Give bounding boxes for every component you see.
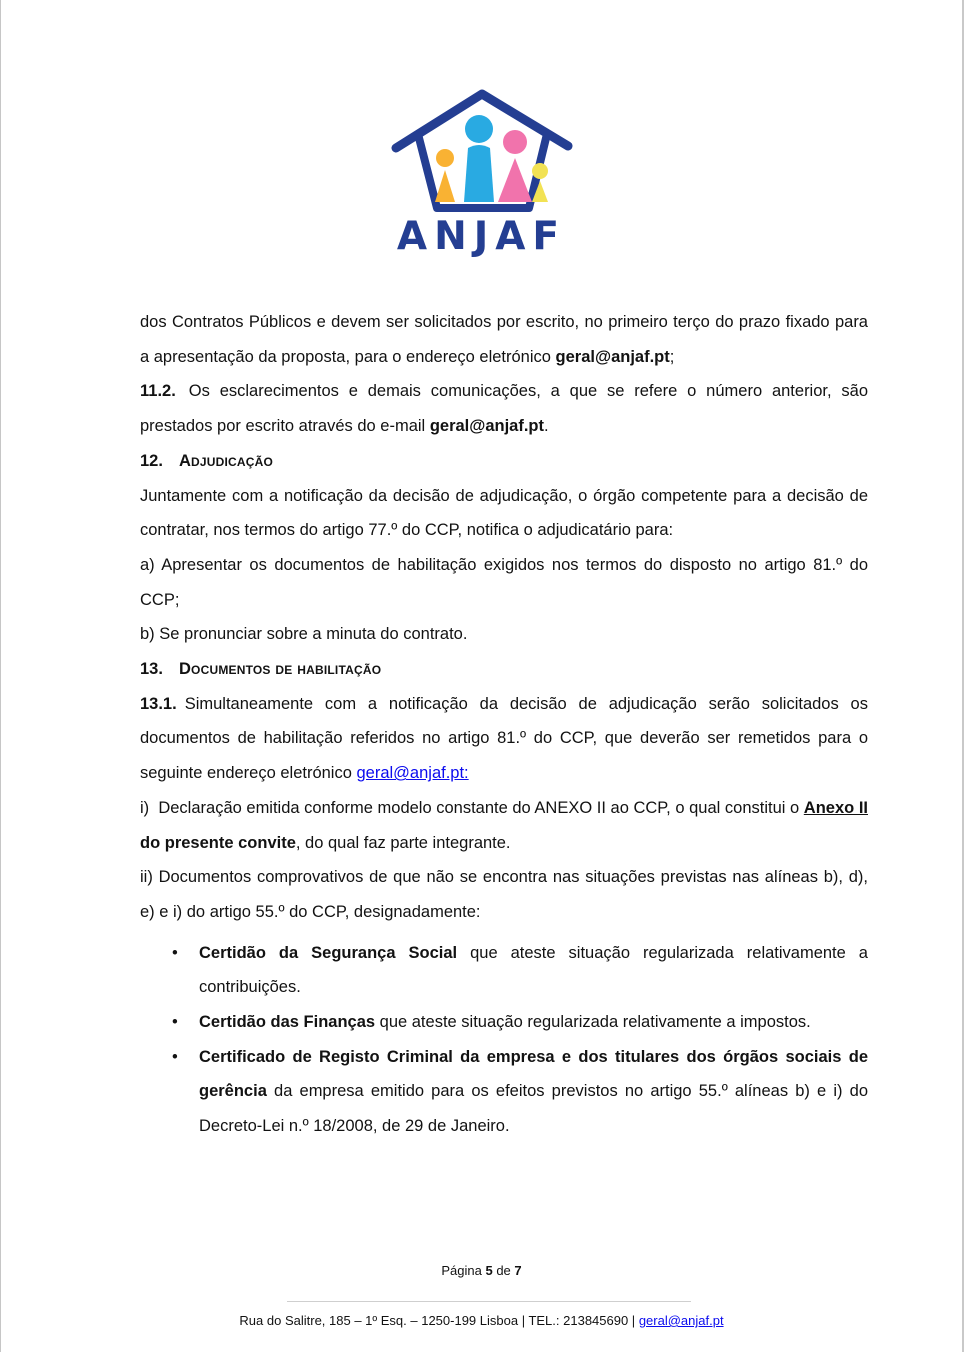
page-total: 7 — [514, 1263, 522, 1278]
paragraph-text: , do qual faz parte integrante. — [295, 833, 511, 852]
paragraph-text: . — [544, 417, 549, 436]
logo-pink-figure-body — [498, 158, 532, 202]
section-title: Documentos de habilitação — [178, 660, 382, 679]
paragraph-11-2 — [140, 374, 868, 443]
heading-12-adjudicacao — [140, 444, 868, 479]
page-number-line — [1, 1263, 962, 1278]
address-text: Rua do Salitre, 185 – 1º Esq. – 1250-199 Lisboa | TEL.: 213845690 | — [239, 1313, 639, 1328]
bold-text: do presente convite — [140, 833, 296, 852]
paragraph-contratos — [140, 305, 868, 374]
habilitation-documents-list — [140, 936, 868, 1144]
paragraph-12-intro: Juntamente com a notificação da decisão de adjudicação, o órgão competente para a decisão de contratar, nos termos do artigo 77.º do CCP, notifica o adjudicatário para: — [140, 486, 868, 540]
footer-email-link[interactable]: geral@anjaf.pt — [638, 1313, 724, 1328]
document-name-bold: Certidão da Segurança Social — [199, 943, 458, 962]
paragraph-text: Os esclarecimentos e demais comunicações, a que se refere o número anterior, são prestados por escrito através do e-mail — [140, 382, 868, 436]
list-item — [199, 1040, 868, 1144]
email-link[interactable]: geral@anjaf.pt: — [356, 764, 469, 783]
paragraph-text: ; — [669, 347, 675, 366]
logo-cyan-figure-body — [464, 145, 494, 202]
paragraph-12-item-b: b) Se pronunciar sobre a minuta do contrato. — [140, 625, 468, 644]
clause-number: 11.2. — [140, 382, 176, 401]
email-bold-text: geral@anjaf.pt — [555, 347, 670, 366]
pagina-label: Página — [441, 1263, 482, 1278]
anjaf-house-logo-icon — [382, 84, 582, 214]
de-label: de — [496, 1263, 511, 1278]
paragraph-text: i) Declaração emitida conforme modelo constante do ANEXO II ao CCP, o qual constitui o — [140, 798, 804, 817]
paragraph-item-i — [140, 791, 868, 860]
paragraph-text: dos Contratos Públicos e devem ser solicitados por escrito, no primeiro terço do prazo fixado para a apresentação da proposta, para o endereço eletrónico — [140, 313, 868, 366]
logo — [1, 0, 962, 259]
brand-wordmark: ANJAF — [396, 214, 567, 259]
list-item-text: que ateste situação regularizada relativamente a contribuições. — [199, 943, 868, 997]
logo-orange-figure-body — [435, 170, 455, 202]
document-name-bold: Certificado de Registo Criminal da empresa e dos titulares dos órgãos sociais de gerência — [199, 1047, 868, 1101]
anexo-ii-bold-underline: Anexo II — [803, 798, 868, 817]
logo-yellow-figure-head — [532, 163, 548, 179]
page-current: 5 — [485, 1263, 493, 1278]
logo-orange-figure-head — [436, 149, 454, 167]
paragraph-13-1 — [140, 687, 868, 791]
footer-address-line — [1, 1313, 962, 1328]
heading-13-documentos — [140, 652, 868, 687]
section-number: 13. — [140, 660, 163, 679]
section-title: Adjudicação — [178, 451, 274, 470]
document-name-bold: Certidão das Finanças — [199, 1013, 376, 1032]
list-item-text: da empresa emitido para os efeitos previstos no artigo 55.º alíneas b) e i) do Decreto-Lei n.º 18/2008, de 29 de Janeiro. — [199, 1082, 868, 1136]
paragraph-text: Simultaneamente com a notificação da decisão de adjudicação serão solicitados os documentos de habilitação referidos no artigo 81.º do CCP, que deverão ser remetidos para o seguinte endereço eletrónico — [140, 694, 868, 783]
document-body — [140, 305, 868, 1144]
list-item — [199, 1005, 868, 1040]
paragraph-item-ii: ii) Documentos comprovativos de que não se encontra nas situações previstas nas alíneas b), d), e) e i) do artigo 55.º do CCP, designadamente: — [140, 868, 868, 921]
paragraph-12-item-a: a) Apresentar os documentos de habilitação exigidos nos termos do disposto no artigo 81.º do CCP; — [140, 555, 868, 609]
footer-divider — [287, 1301, 691, 1302]
logo-cyan-figure-head — [465, 115, 493, 143]
list-item-text: que ateste situação regularizada relativamente a impostos. — [375, 1013, 811, 1032]
section-number: 12. — [140, 451, 163, 470]
list-item — [199, 936, 868, 1005]
clause-number: 13.1. — [140, 694, 177, 713]
logo-pink-figure-head — [503, 130, 527, 154]
email-bold-text: geral@anjaf.pt — [429, 417, 545, 436]
